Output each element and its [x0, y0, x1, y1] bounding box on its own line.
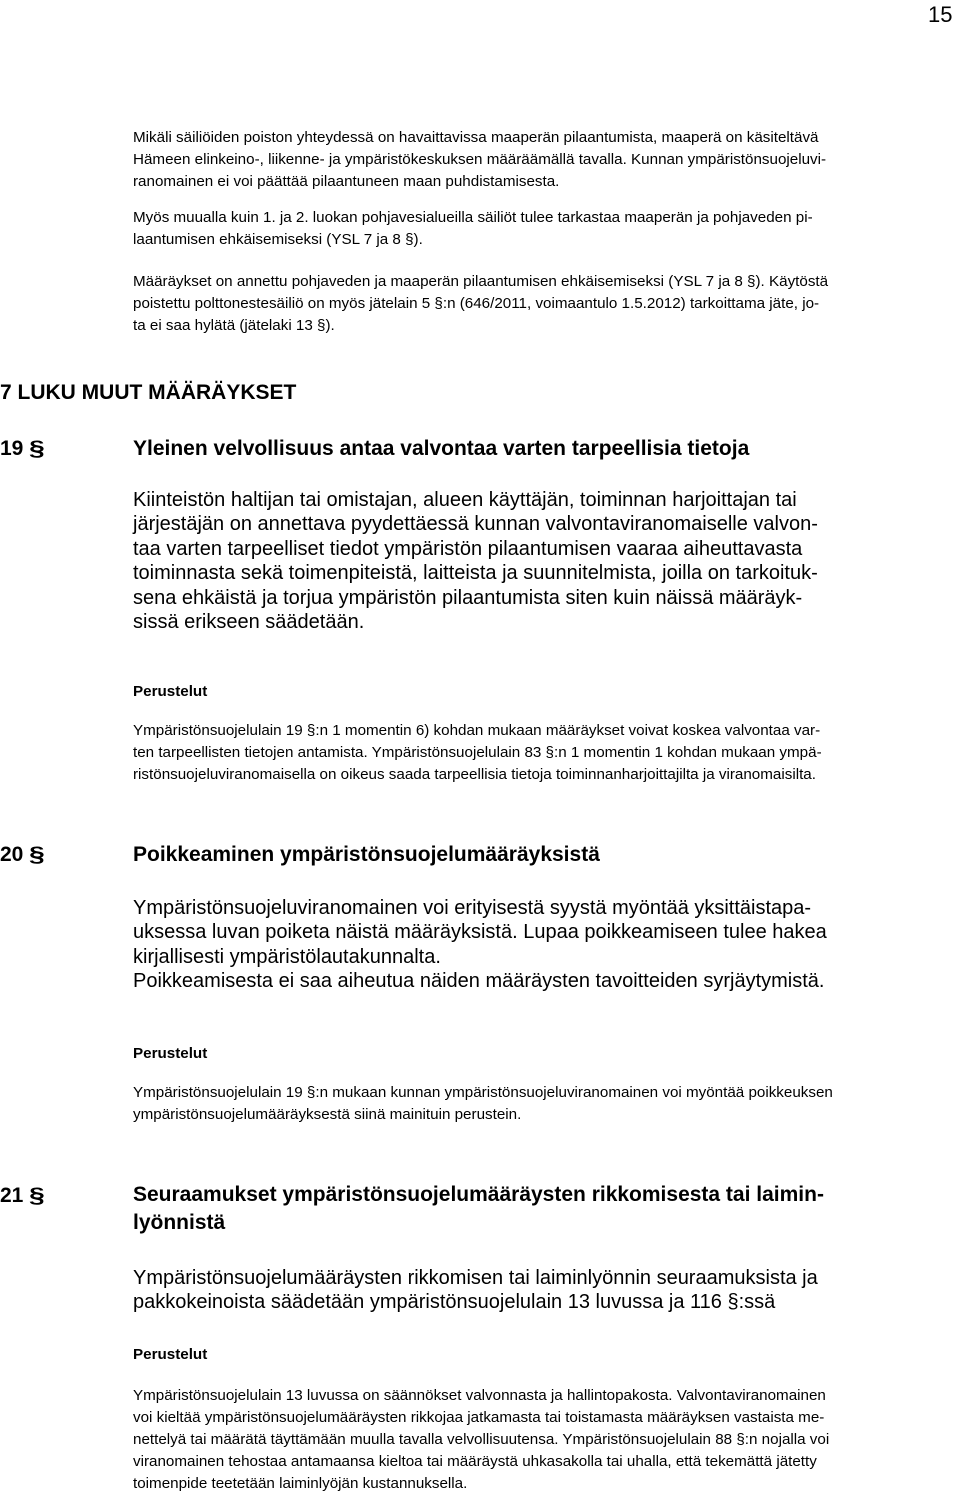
basis-text-21 — [133, 1385, 953, 1495]
text-line: järjestäjän on annettava pyydettäessä kunnan valvontaviranomaiselle valvon- — [133, 513, 818, 536]
section-title-20 — [133, 841, 953, 869]
text-line: Ympäristönsuojelumääräysten rikkomisen tai laiminlyönnin seuraamuksista ja — [133, 1267, 818, 1289]
basis-heading-21: Perustelut — [133, 1346, 208, 1363]
section-number: 21 — [0, 1184, 24, 1207]
chapter-heading: 7 LUKU MUUT MÄÄRÄYKSET — [0, 381, 297, 404]
text-line: ten tarpeellisten tietojen antamista. Ympäristönsuojelulain 83 §:n 1 momentin 1 kohdan mukaan ympä- — [133, 744, 822, 761]
section-number-21 — [0, 1184, 46, 1208]
intro-paragraph-2 — [133, 207, 953, 251]
section-title-19 — [133, 435, 953, 463]
section-number-20 — [0, 843, 46, 867]
text-line: uksessa luvan poiketa näistä määräyksistä. Lupaa poikkeamiseen tulee hakea — [133, 921, 827, 944]
section-body-19 — [133, 488, 960, 634]
text-line: pakkokeinoista säädetään ympäristönsuojelulain 13 luvussa ja 116 §:ssä — [133, 1291, 776, 1314]
text-line: ristönsuojeluviranomaisella on oikeus saada tarpeellisia tietoja toiminnanharjoittajilta ja viranomaisilta. — [133, 766, 816, 783]
text-line: poistettu polttonestesäiliö on myös jätelain 5 §:n (646/2011, voimaantulo 1.5.2012) tarkoittama jäte, jo- — [133, 295, 820, 312]
text-line: sissä erikseen säädetään. — [133, 611, 365, 634]
section-body-21 — [133, 1266, 960, 1315]
basis-text-20 — [133, 1082, 953, 1126]
text-line: nettelyä tai määrätä täyttämään muulla tavalla velvollisuutensa. Ympäristönsuojelulain 88 §:n nojalla voi — [133, 1431, 830, 1448]
text-line: Kiinteistön haltijan tai omistajan, alueen käyttäjän, toiminnan harjoittajan tai — [133, 489, 797, 511]
text-line: taa varten tarpeelliset tiedot ympäristön pilaantumisen vaaraa aiheuttavasta — [133, 537, 803, 560]
section-sign: § — [29, 843, 46, 866]
text-line: Hämeen elinkeino-, liikenne- ja ympäristökeskuksen määräämällä tavalla. Kunnan ympäristönsuojeluvi- — [133, 151, 827, 168]
section-number: 19 — [0, 437, 24, 460]
text-line: Ympäristönsuojelulain 13 luvussa on säännökset valvonnasta ja hallintopakosta. Valvontaviranomainen — [133, 1387, 826, 1404]
intro-paragraph-3 — [133, 271, 953, 337]
text-line: ranomainen ei voi päättää pilaantuneen maan puhdistamisesta. — [133, 173, 560, 190]
text-line: voi kieltää ympäristönsuojelumääräysten rikkojaa jatkamasta tai toistamasta määräyksen vastaista me- — [133, 1409, 825, 1426]
section-sign: § — [29, 437, 46, 460]
text-line: laantumisen ehkäisemiseksi (YSL 7 ja 8 §). — [133, 231, 423, 248]
text-line: viranomainen tehostaa antamaansa kieltoa tai määräystä uhkasakolla tai uhalla, että tekemättä jätetty — [133, 1453, 817, 1470]
text-line: Ympäristönsuojelulain 19 §:n mukaan kunnan ympäristönsuojeluviranomainen voi myöntää poikkeuksen — [133, 1084, 833, 1101]
page-number: 15 — [928, 2, 953, 27]
text-line: Mikäli säiliöiden poiston yhteydessä on havaittavissa maaperän pilaantumista, maaperä on käsiteltävä — [133, 129, 819, 146]
section-number: 20 — [0, 843, 24, 866]
basis-heading-19: Perustelut — [133, 683, 208, 700]
section-number-19 — [0, 437, 46, 461]
text-line: Myös muualla kuin 1. ja 2. luokan pohjavesialueilla säiliöt tulee tarkastaa maaperän ja pohjaveden pi- — [133, 209, 813, 226]
intro-paragraph-1 — [133, 127, 953, 193]
text-line: ympäristönsuojelumääräyksestä siinä mainituin perustein. — [133, 1106, 522, 1123]
text-line: Ympäristönsuojeluviranomainen voi erityisestä syystä myöntää yksittäistapa- — [133, 897, 812, 919]
text-line: Määräykset on annettu pohjaveden ja maaperän pilaantumisen ehkäisemiseksi (YSL 7 ja 8 §). Käytöstä — [133, 273, 829, 290]
title-line: lyönnistä — [133, 1211, 226, 1234]
text-line: toiminnasta sekä toimenpiteistä, laitteista ja suunnitelmista, joilla on tarkoituk- — [133, 562, 818, 585]
text-line: Poikkeamisesta ei saa aiheutua näiden määräysten tavoitteiden syrjäytymistä. — [133, 970, 825, 993]
title-line: Poikkeaminen ympäristönsuojelumääräyksistä — [133, 843, 600, 866]
text-line: kirjallisesti ympäristölautakunnalta. — [133, 945, 441, 968]
section-body-20 — [133, 896, 960, 994]
text-line: toimenpide teetetään laiminlyöjän kustannuksella. — [133, 1475, 468, 1492]
section-title-21 — [133, 1181, 953, 1237]
title-line: Seuraamukset ympäristönsuojelumääräysten rikkomisesta tai laimin- — [133, 1183, 824, 1206]
section-sign: § — [29, 1184, 46, 1207]
basis-text-19 — [133, 720, 953, 786]
text-line: sena ehkäistä ja torjua ympäristön pilaantumista siten kuin näissä määräyk- — [133, 586, 803, 609]
title-line: Yleinen velvollisuus antaa valvontaa varten tarpeellisia tietoja — [133, 437, 750, 460]
text-line: Ympäristönsuojelulain 19 §:n 1 momentin 6) kohdan mukaan määräykset voivat koskea valvontaa var- — [133, 722, 821, 739]
text-line: ta ei saa hylätä (jätelaki 13 §). — [133, 317, 335, 334]
basis-heading-20: Perustelut — [133, 1045, 208, 1062]
